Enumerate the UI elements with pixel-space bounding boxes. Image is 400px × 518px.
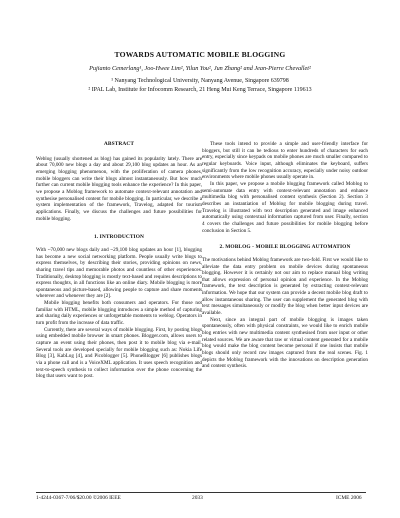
abstract-heading: ABSTRACT: [103, 141, 135, 147]
section-2-heading: 2. MOBLOG - MOBILE BLOGGING AUTOMATION: [219, 244, 351, 251]
body-paragraph-1: These tools intend to provide a simple and user-friendly interface for bloggers, but still it can be tedious to enter hundreds of characters for each entry, especially since keypads on mobile phones are much smaller compared to regular keyboards. Voice input, although eliminates the keyboard, suffers significantly from the low recognition accuracy, especially under noisy outdoor environments where mobile phones usually operate in.: [202, 141, 368, 181]
intro-paragraph-1: With ~70,000 new blogs daily and ~29,100 blog updates an hour [1], blogging has become a new social networking platform. People usually write blogs to express themselves, by describing their stories, providing opinions on news, sharing travel tips and memorable photos and countless of other experiences. Traditionally, desktop blogging is mostly text-based and requires descriptions to express thoughts, in all functions like an online diary. Mobile blogging is more spontaneous and picture-based, allowing people to capture and share moments wherever and whenever they are [2].: [36, 246, 202, 300]
section-2-paragraph-2: Next, since an integral part of mobile blogging is images taken spontaneously, often with physical constraints, we would like to enrich mobile blog entries with new multimedia content synthesised from user input or other related sources. We are aware that raw or virtual content generated for a mobile blog would make the blog content become personal if one insists that mobile blogs should only record raw images captured from the real scenes. Fig. 1 depicts the Moblog framework with the innovations on description generation and content synthesis.: [202, 316, 368, 370]
affiliation-1: ¹ Nanyang Technological University, Nanyang Avenue, Singapore 639798: [111, 78, 289, 84]
right-column: [202, 141, 368, 370]
introduction-heading: 1. INTRODUCTION: [93, 234, 145, 241]
intro-paragraph-3: Currently, there are several ways of mobile blogging. First, by posting blogs using embedded mobile browser in smart phones. Blogger.com, allows users to capture an event using their phones, then post it to mobile blog via e-mail. Several tools are developed specially for mobile blogging such as: Nokia Life Blog [3], KabLog [4], and Picoblogger [5]. PhoneBlogger [6] publishes blogs via a phone call and is a VoiceXML application. It uses speech recognition and text-to-speech synthesis to collect information over the phone concerning the blog that users want to post.: [36, 326, 202, 380]
paper-title: TOWARDS AUTOMATIC MOBILE BLOGGING: [114, 50, 286, 59]
footer-conference: ICME 2006: [336, 495, 362, 501]
body-paragraph-2: In this paper, we propose a mobile blogging framework called Moblog to semi-automate data entry with context-relevant annotation and enhance multimedia blog with personalised content synthesis (Section 2). Section 3 describes an instantiation of Moblog for mobile blogging during travel. Travelog is illustrated with text description generated and image enhanced automatically using contextual information captured from user. Finally, section 4 covers the challenges and future possibilities for mobile blogging before conclusion in Section 5.: [202, 180, 368, 234]
abstract-text: Weblog (usually shortened as blog) has gained its popularity lately. There are about 70,000 new blogs a day and about 29,100 blog updates an hour. As an emerging blogging phenomenon, with the proliferation of camera phones, mobile bloggers can write their blogs almost instantaneously. But how much further can current mobile blogging tools enhance the experience? In this paper, we propose a Moblog framework to automate context-relevant annotation and synthesise personalised content for mobile blogging. In particular, we describe a system implementation of the framework, Travelog, adapted for tourism applications. Finally, we discuss the challenges and future possibilities for mobile blogging.: [36, 155, 202, 222]
footer-page-number: 2033: [192, 495, 203, 501]
intro-paragraph-2: Mobile blogging benefits both consumers and operators. For those not familiar with HTML, mobile blogging introduces a simple method of capturing and sharing daily experiences or unforgettable moments to weblog. Operators in turn profit from the increase of data traffic.: [36, 300, 202, 327]
footer-isbn: 1-4244-0367-7/06/$20.00 ©2006 IEEE: [36, 495, 121, 501]
footer-divider: [36, 492, 366, 493]
left-column: [36, 141, 202, 380]
section-2-paragraph-1: The motivations behind Moblog framework are two-fold. First we would like to alleviate the data entry problem on mobile devices during spontaneous blogging. However it is certainly not our aim to replace manual blog writing that allows expression of personal opinion and experience. In the Moblog framework, the text description is generated by extracting context-relevant information. We hope that our system can provide a decent mobile blog draft to allow instantaneous sharing. The user can supplement the generated blog with text messages simultaneously or modify the blog when better input devices are available.: [202, 256, 368, 317]
author-list: Pujianto Cemerlang¹, Joo-Hwee Lim², Yilun You², Jun Zhang² and Jean-Pierre Chevallet²: [89, 65, 311, 72]
affiliation-2: ² IPAL Lab, Institute for Infocomm Research, 21 Heng Mui Keng Terrace, Singapore 119613: [88, 87, 312, 93]
